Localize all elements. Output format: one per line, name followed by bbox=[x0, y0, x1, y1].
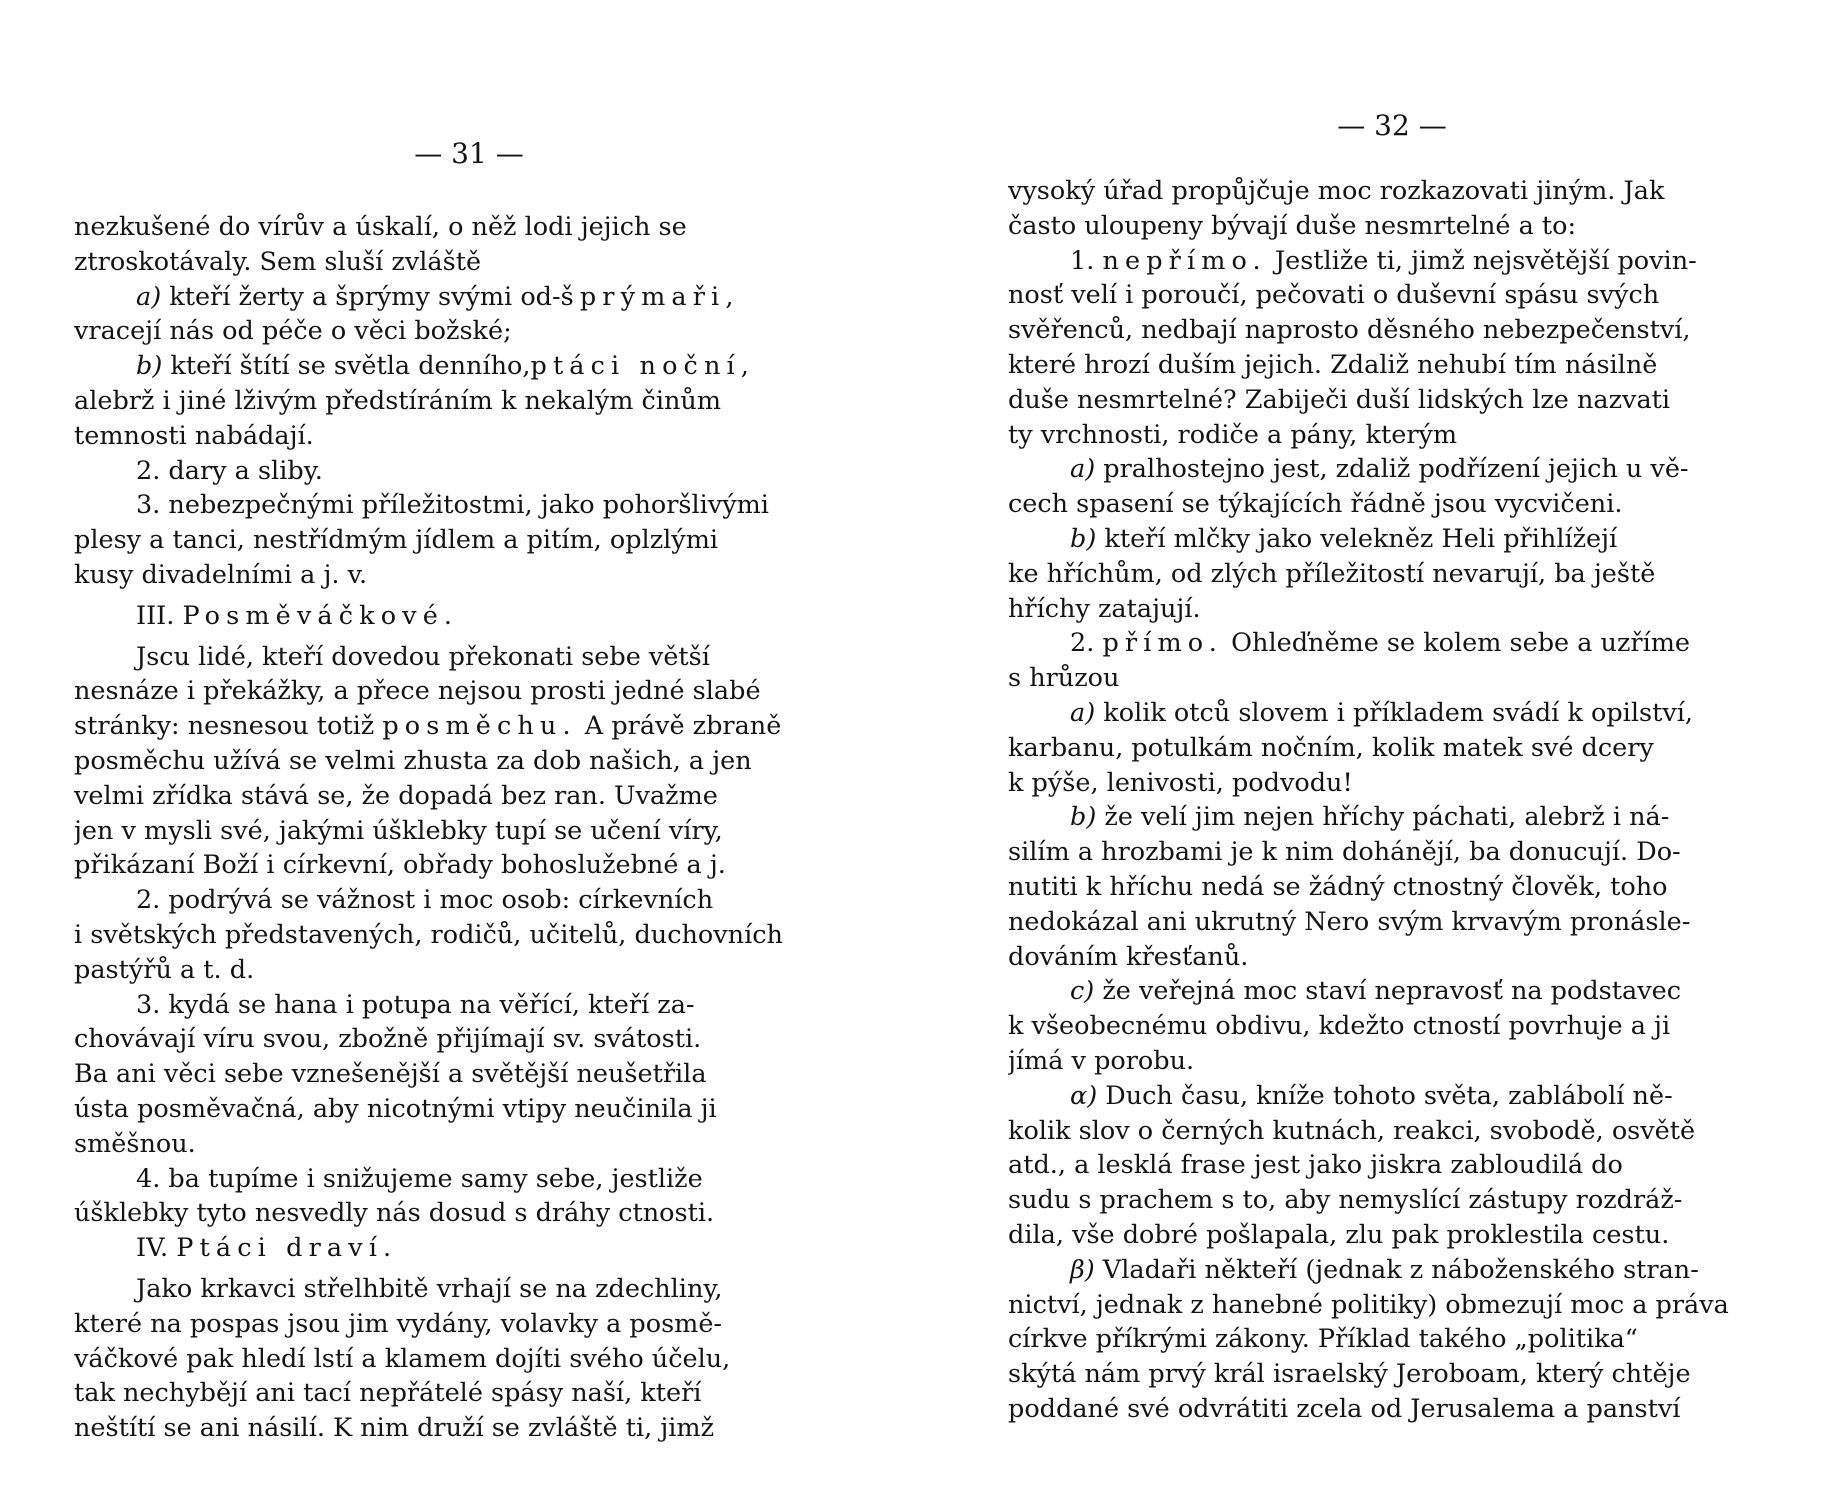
line-text: kolik otců slovem i příkladem svádí k opilství, bbox=[1095, 697, 1693, 728]
line-text: 4. ba tupíme i snižujeme samy sebe, jestliže bbox=[136, 1163, 703, 1194]
text-line bbox=[1008, 557, 1776, 592]
text-line bbox=[74, 640, 864, 675]
text-line bbox=[1008, 244, 1776, 279]
line-text: že veřejná moc staví nepravosť na podstavec bbox=[1094, 976, 1681, 1007]
line-text: hříchy zatajují. bbox=[1008, 593, 1201, 624]
line-text: Jscu lidé, kteří dovedou překonati sebe větší bbox=[136, 641, 710, 672]
text-line bbox=[1008, 1392, 1776, 1427]
text-line bbox=[74, 523, 864, 558]
text-line bbox=[74, 709, 864, 744]
line-text: nedokázal ani ukrutný Nero svým krvavým pronásle- bbox=[1008, 906, 1691, 937]
line-text: ztroskotávaly. Sem sluší zvláště bbox=[74, 246, 482, 277]
text-line bbox=[1008, 661, 1776, 696]
text-line bbox=[1008, 766, 1776, 801]
line-text: k všeobecnému obdivu, kdežto ctností povrhuje a ji bbox=[1008, 1011, 1671, 1042]
list-marker: a) bbox=[1070, 454, 1096, 485]
text-line bbox=[74, 419, 864, 454]
line-text: kusy divadelními a j. v. bbox=[74, 559, 368, 590]
text-line bbox=[74, 918, 864, 953]
text-line bbox=[1008, 1148, 1776, 1183]
text-line bbox=[1008, 278, 1776, 313]
text-line bbox=[74, 1231, 864, 1266]
text-line bbox=[74, 1272, 864, 1307]
text-line bbox=[1008, 313, 1776, 348]
text-line bbox=[1008, 974, 1776, 1009]
text-line bbox=[74, 384, 864, 419]
line-text: silím a hrozbami je k nim dohánějí, ba donucují. Do- bbox=[1008, 837, 1681, 868]
line-text: váčkové pak hledí lstí a klamem dojíti svého účelu, bbox=[74, 1343, 731, 1374]
line-text: často uloupeny bývají duše nesmrtelné a to: bbox=[1008, 210, 1577, 241]
line-text: nutiti k hříchu nedá se žádný ctnostný člověk, toho bbox=[1008, 871, 1668, 902]
line-text: cech spasení se týkajících řádně jsou vycvičeni. bbox=[1008, 489, 1623, 520]
line-text: úšklebky tyto nesvedly nás dosud s dráhy ctnosti. bbox=[74, 1198, 715, 1229]
spaced-emphasis: nepřímo. bbox=[1102, 245, 1267, 276]
line-text: 2. podrývá se vážnost i moc osob: církevních bbox=[136, 885, 714, 916]
line-text: že velí jim nejen hříchy páchati, alebrž i ná- bbox=[1096, 802, 1670, 833]
text-line bbox=[1008, 696, 1776, 731]
line-text: s hrůzou bbox=[1008, 663, 1120, 694]
line-text: církve příkrými zákony. Příklad takého „politika“ bbox=[1008, 1324, 1638, 1355]
spaced-emphasis: ptáci noční, bbox=[530, 351, 755, 382]
line-text: nesnáze i překážky, a přece nejsou prosti jedné slabé bbox=[74, 676, 761, 707]
list-marker: b) bbox=[1070, 802, 1097, 833]
line-text: ústa posměvačná, aby nicotnými vtipy neučinila ji bbox=[74, 1093, 717, 1124]
line-text: atd., a lesklá frase jest jako jiskra zabloudilá do bbox=[1008, 1150, 1623, 1181]
line-text: ke hříchům, od zlých příležitostí nevarují, ba ještě bbox=[1008, 558, 1656, 589]
line-text: III. bbox=[136, 600, 183, 631]
line-text: svěřenců, nedbají naprosto děsného nebezpečenství, bbox=[1008, 315, 1691, 346]
text-line bbox=[1008, 731, 1776, 766]
line-text: vracejí nás od péče o věci božské; bbox=[74, 316, 512, 347]
text-line bbox=[1008, 626, 1776, 661]
line-text: které hrozí duším jejich. Zdaliž nehubí tím násilně bbox=[1008, 349, 1658, 380]
text-line bbox=[74, 1127, 864, 1162]
line-text: skýtá nám prvý král israelský Jeroboam, který chtěje bbox=[1008, 1359, 1691, 1390]
line-text: k pýše, lenivosti, podvodu! bbox=[1008, 767, 1353, 798]
line-text: přikázaní Boží i církevní, obřady bohoslužebné a j. bbox=[74, 850, 726, 881]
text-line bbox=[1008, 452, 1776, 487]
text-line bbox=[74, 848, 864, 883]
line-text: kteří žerty a šprýmy svými od- bbox=[161, 281, 561, 312]
text-line bbox=[74, 349, 864, 384]
spaced-emphasis: přímo. bbox=[1102, 628, 1224, 659]
line-text: 3. nebezpečnými příležitostmi, jako pohoršlivými bbox=[136, 490, 769, 521]
line-text: jímá v porobu. bbox=[1008, 1045, 1195, 1076]
line-text: temnosti nabádají. bbox=[74, 420, 314, 451]
list-marker: a) bbox=[1070, 697, 1096, 728]
line-text: kolik slov o černých kutnách, reakci, svobodě, osvětě bbox=[1008, 1115, 1696, 1146]
line-text: velmi zřídka stává se, že dopadá bez ran. Uvažme bbox=[74, 780, 718, 811]
line-text: dováním křesťanů. bbox=[1008, 941, 1249, 972]
list-marker: α) bbox=[1070, 1080, 1098, 1111]
line-text: posměchu užívá se velmi zhusta za dob našich, a jen bbox=[74, 745, 752, 776]
text-line bbox=[74, 1092, 864, 1127]
text-line bbox=[74, 1307, 864, 1342]
line-text: nictví, jednak z hanebné politiky) obmezují moc a práva bbox=[1008, 1289, 1729, 1320]
text-line bbox=[74, 1057, 864, 1092]
page-text bbox=[74, 210, 864, 1446]
right-page bbox=[1008, 0, 1776, 1500]
line-text: plesy a tanci, nestřídmým jídlem a pitím, oplzlými bbox=[74, 525, 719, 556]
line-text: tak nechybějí ani tací nepřátelé spásy naší, kteří bbox=[74, 1378, 702, 1409]
line-text: IV. bbox=[136, 1233, 177, 1264]
line-text: ty vrchnosti, rodiče a pány, kterým bbox=[1008, 419, 1458, 450]
text-line bbox=[1008, 209, 1776, 244]
line-text: dila, vše dobré pošlapala, zlu pak proklestila cestu. bbox=[1008, 1219, 1670, 1250]
page-text bbox=[1008, 174, 1776, 1427]
list-marker: c) bbox=[1070, 976, 1095, 1007]
spaced-emphasis: Posměváčkové. bbox=[182, 600, 459, 631]
text-line bbox=[1008, 1322, 1776, 1357]
text-line bbox=[1008, 1009, 1776, 1044]
text-line bbox=[74, 1376, 864, 1411]
spaced-emphasis: posměchu. bbox=[382, 711, 577, 742]
page-number: — 31 — bbox=[414, 137, 524, 170]
text-line bbox=[74, 1342, 864, 1377]
line-text: které na pospas jsou jim vydány, volavky a posmě- bbox=[74, 1308, 723, 1339]
text-line bbox=[74, 1411, 864, 1446]
text-line bbox=[74, 210, 864, 245]
text-line bbox=[74, 674, 864, 709]
line-text: A právě zbraně bbox=[576, 711, 782, 742]
line-text: jen v mysli své, jakými úšklebky tupí se učení víry, bbox=[74, 815, 723, 846]
line-text: kteří mlčky jako velekněz Heli přihlížejí bbox=[1096, 523, 1618, 554]
left-page bbox=[74, 0, 864, 1500]
line-text: duše nesmrtelné? Zabiječi duší lidských lze nazvati bbox=[1008, 384, 1671, 415]
line-text: neštítí se ani násilí. K nim druží se zvláště ti, jimž bbox=[74, 1413, 715, 1444]
text-line bbox=[74, 988, 864, 1023]
line-text: 2. bbox=[1070, 628, 1103, 659]
list-marker: a) bbox=[136, 281, 162, 312]
line-text: kteří štítí se světla denního, bbox=[162, 351, 531, 382]
line-text: vysoký úřad propůjčuje moc rozkazovati jiným. Jak bbox=[1008, 176, 1665, 206]
line-text: 3. kydá se hana i potupa na věřící, kteří za- bbox=[136, 989, 695, 1020]
line-text: Jestliže ti, jimž nejsvětější povin- bbox=[1266, 245, 1697, 276]
line-text: Ba ani věci sebe vznešenější a světější neušetřila bbox=[74, 1059, 707, 1090]
list-marker: β) bbox=[1070, 1254, 1095, 1285]
line-text: Jako krkavci střelhbitě vrhají se na zdechliny, bbox=[136, 1273, 723, 1304]
text-line bbox=[74, 814, 864, 849]
text-line bbox=[1008, 1044, 1776, 1079]
line-text: pralhostejno jest, zdaliž podřízení jejich u vě- bbox=[1095, 454, 1689, 485]
text-line bbox=[1008, 522, 1776, 557]
spaced-emphasis: šprýmaři, bbox=[560, 281, 740, 312]
text-line bbox=[1008, 800, 1776, 835]
line-text: karbanu, potulkám nočním, kolik matek své dcery bbox=[1008, 732, 1654, 763]
text-line bbox=[74, 488, 864, 523]
text-line bbox=[74, 1196, 864, 1231]
text-line bbox=[1008, 1288, 1776, 1323]
text-line bbox=[1008, 1253, 1776, 1288]
list-marker: b) bbox=[136, 351, 163, 382]
text-line bbox=[1008, 418, 1776, 453]
text-line bbox=[1008, 348, 1776, 383]
text-line bbox=[1008, 592, 1776, 627]
line-text: alebrž i jiné lživým předstíráním k nekalým činům bbox=[74, 385, 722, 416]
text-line bbox=[74, 454, 864, 489]
text-line bbox=[74, 1022, 864, 1057]
text-line bbox=[74, 314, 864, 349]
line-text: Vladaři někteří (jednak z náboženského stran- bbox=[1094, 1254, 1699, 1285]
line-text: nezkušené do vírův a úskalí, o něž lodi jejich se bbox=[74, 212, 687, 242]
text-line bbox=[74, 883, 864, 918]
line-text: poddané své odvrátiti zcela od Jerusalema a panství bbox=[1008, 1393, 1681, 1424]
line-text: sudu s prachem s to, aby nemyslící zástupy rozdráž- bbox=[1008, 1185, 1683, 1216]
line-text: Duch času, kníže tohoto světa, zablábolí ně- bbox=[1097, 1080, 1673, 1111]
page-number: — 32 — bbox=[1337, 109, 1447, 142]
line-text: pastýřů a t. d. bbox=[74, 954, 255, 985]
line-text: stránky: nesnesou totiž bbox=[74, 711, 383, 742]
text-line bbox=[1008, 835, 1776, 870]
text-line bbox=[1008, 487, 1776, 522]
text-line bbox=[1008, 870, 1776, 905]
text-line bbox=[74, 1162, 864, 1197]
text-line bbox=[74, 599, 864, 634]
text-line bbox=[74, 744, 864, 779]
text-line bbox=[74, 953, 864, 988]
list-marker: b) bbox=[1070, 523, 1097, 554]
text-line bbox=[1008, 905, 1776, 940]
text-line bbox=[1008, 1218, 1776, 1253]
text-line bbox=[1008, 1183, 1776, 1218]
text-line bbox=[1008, 940, 1776, 975]
text-line bbox=[74, 245, 864, 280]
text-line bbox=[1008, 1357, 1776, 1392]
line-text: směšnou. bbox=[74, 1128, 196, 1159]
line-text: 2. dary a sliby. bbox=[136, 455, 323, 486]
spaced-emphasis: Ptáci draví. bbox=[176, 1233, 398, 1264]
text-line bbox=[74, 280, 864, 315]
line-text: i světských představených, rodičů, učitelů, duchovních bbox=[74, 919, 783, 950]
line-text: Ohleďněme se kolem sebe a uzříme bbox=[1223, 628, 1691, 659]
text-line bbox=[1008, 1079, 1776, 1114]
line-text: nosť velí i poroučí, pečovati o duševní spásu svých bbox=[1008, 280, 1660, 311]
text-line bbox=[1008, 383, 1776, 418]
line-text: chovávají víru svou, zbožně přijímají sv. svátosti. bbox=[74, 1024, 702, 1055]
text-line bbox=[1008, 1114, 1776, 1149]
text-line bbox=[74, 558, 864, 593]
text-line bbox=[1008, 174, 1776, 209]
line-text: 1. bbox=[1070, 245, 1103, 276]
text-line bbox=[74, 779, 864, 814]
